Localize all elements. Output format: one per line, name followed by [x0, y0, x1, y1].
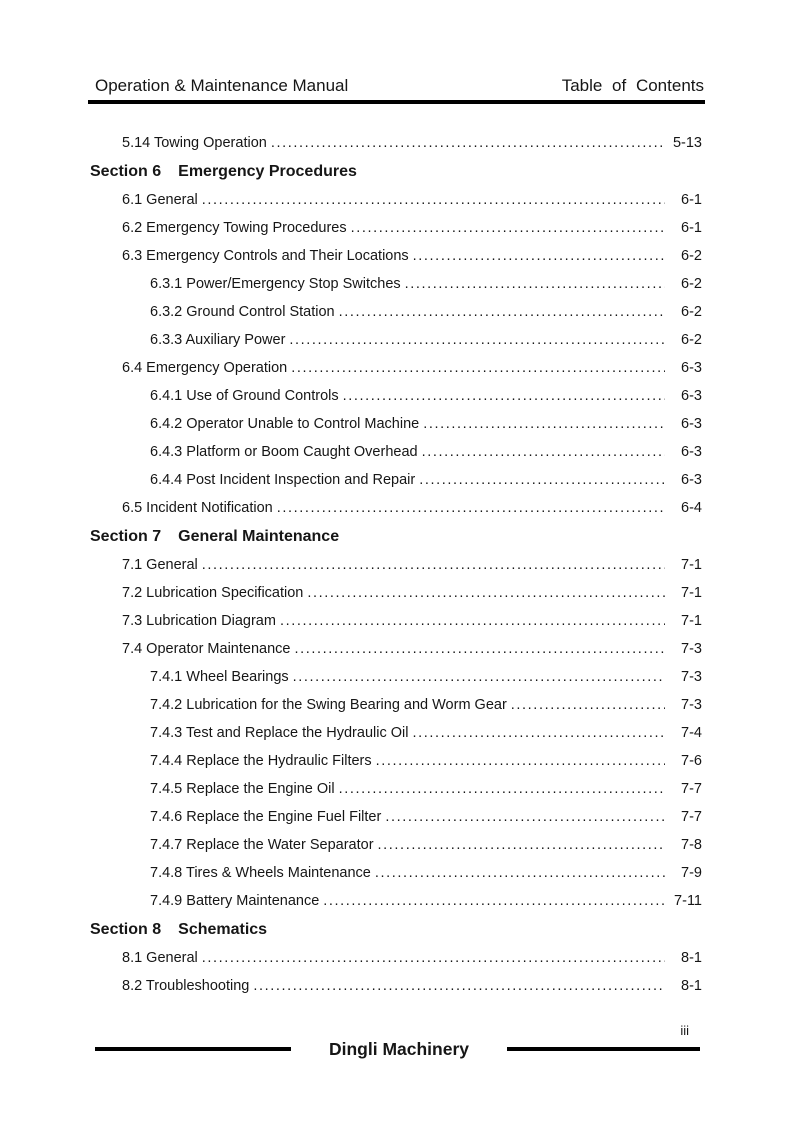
table-of-contents [90, 129, 702, 1000]
leader-dots [307, 579, 665, 607]
toc-entry-title: 6.4.3 Platform or Boom Caught Overhead [150, 444, 418, 460]
toc-entry [90, 775, 702, 803]
toc-entry-page-number: 7-8 [681, 837, 702, 853]
toc-entry-title: 6.1 General [122, 192, 198, 208]
toc-entry-page-number: 6-3 [681, 360, 702, 376]
toc-entry-page-number: 6-3 [681, 388, 702, 404]
toc-entry [90, 719, 702, 747]
toc-entry [90, 944, 702, 972]
toc-entry [90, 382, 702, 410]
toc-entry [90, 494, 702, 522]
toc-entry [90, 438, 702, 466]
section-number: Section 6 [90, 163, 162, 180]
toc-entry-title: 6.5 Incident Notification [122, 500, 273, 516]
toc-entry-page-number: 7-3 [681, 669, 702, 685]
leader-dots [293, 663, 665, 691]
toc-entry-title: 7.4.3 Test and Replace the Hydraulic Oil [150, 725, 409, 741]
toc-entry [90, 803, 702, 831]
toc-entry-page-number: 7-3 [681, 697, 702, 713]
leader-dots [385, 803, 665, 831]
toc-entry-title: 6.3 Emergency Controls and Their Locations [122, 248, 409, 264]
toc-entry [90, 551, 702, 579]
toc-entry-page-number: 7-9 [681, 865, 702, 881]
toc-entry-page-number: 6-2 [681, 304, 702, 320]
leader-dots [419, 466, 665, 494]
toc-entry-page-number: 7-4 [681, 725, 702, 741]
toc-entry-page-number: 5-13 [672, 135, 702, 151]
toc-entry [90, 354, 702, 382]
toc-entry-title: 6.3.2 Ground Control Station [150, 304, 335, 320]
leader-dots [412, 719, 665, 747]
toc-entry-title: 5.14 Towing Operation [122, 135, 267, 151]
footer-rule-left [95, 1047, 291, 1051]
toc-entry-page-number: 7-1 [681, 613, 702, 629]
toc-entry-title: 7.2 Lubrication Specification [122, 585, 304, 601]
leader-dots [422, 438, 665, 466]
toc-entry [90, 242, 702, 270]
toc-entry [90, 579, 702, 607]
leader-dots [294, 635, 665, 663]
toc-entry-title: 7.4.2 Lubrication for the Swing Bearing and Worm Gear [150, 697, 507, 713]
toc-section-heading [90, 915, 702, 944]
toc-entry-page-number: 6-4 [681, 500, 702, 516]
toc-entry [90, 859, 702, 887]
toc-entry-page-number: 6-3 [681, 472, 702, 488]
section-title: Schematics [178, 921, 268, 938]
toc-entry-title: 7.4.5 Replace the Engine Oil [150, 781, 335, 797]
toc-entry-title: 8.1 General [122, 950, 198, 966]
toc-entry-title: 7.4.1 Wheel Bearings [150, 669, 289, 685]
leader-dots [376, 747, 665, 775]
page-header-section-title: Table of Contents [561, 76, 704, 95]
leader-dots [413, 242, 665, 270]
toc-entry-title: 6.3.3 Auxiliary Power [150, 332, 286, 348]
leader-dots [277, 494, 665, 522]
toc-entry-title: 6.2 Emergency Towing Procedures [122, 220, 347, 236]
leader-dots [323, 887, 665, 915]
leader-dots [375, 859, 665, 887]
toc-entry-page-number: 7-1 [681, 557, 702, 573]
leader-dots [343, 382, 665, 410]
toc-entry-title: 7.4.9 Battery Maintenance [150, 893, 320, 909]
leader-dots [405, 270, 665, 298]
toc-entry-page-number: 7-6 [681, 753, 702, 769]
section-title: General Maintenance [178, 528, 340, 545]
toc-entry [90, 635, 702, 663]
toc-entry [90, 607, 702, 635]
toc-entry-title: 7.4.4 Replace the Hydraulic Filters [150, 753, 372, 769]
toc-entry-page-number: 7-3 [681, 641, 702, 657]
leader-dots [291, 354, 665, 382]
toc-entry [90, 129, 702, 157]
leader-dots [351, 214, 665, 242]
section-title: Emergency Procedures [178, 163, 357, 180]
toc-entry-title: 7.4.6 Replace the Engine Fuel Filter [150, 809, 382, 825]
toc-entry [90, 186, 702, 214]
toc-entry-title: 7.4.8 Tires & Wheels Maintenance [150, 865, 371, 881]
toc-entry [90, 410, 702, 438]
leader-dots [378, 831, 665, 859]
toc-entry [90, 214, 702, 242]
toc-section-heading [90, 522, 702, 551]
toc-entry-title: 6.4.4 Post Incident Inspection and Repair [150, 472, 416, 488]
leader-dots [511, 691, 665, 719]
toc-entry-page-number: 6-3 [681, 444, 702, 460]
toc-entry-title: 7.1 General [122, 557, 198, 573]
toc-entry-page-number: 6-2 [681, 332, 702, 348]
toc-entry [90, 270, 702, 298]
leader-dots [289, 326, 665, 354]
toc-entry [90, 972, 702, 1000]
toc-entry-page-number: 7-7 [681, 809, 702, 825]
section-number: Section 7 [90, 528, 162, 545]
toc-entry-title: 7.4 Operator Maintenance [122, 641, 291, 657]
toc-entry-title: 6.4.1 Use of Ground Controls [150, 388, 339, 404]
toc-entry-page-number: 8-1 [681, 978, 702, 994]
leader-dots [253, 972, 665, 1000]
company-name: Dingli Machinery [328, 1039, 470, 1059]
leader-dots [202, 944, 665, 972]
toc-entry-page-number: 7-11 [674, 893, 702, 909]
leader-dots [339, 775, 665, 803]
leader-dots [202, 551, 665, 579]
manual-title: Operation & Maintenance Manual [95, 76, 349, 95]
toc-entry [90, 691, 702, 719]
toc-entry-title: 7.3 Lubrication Diagram [122, 613, 276, 629]
leader-dots [271, 129, 665, 157]
toc-entry-title: 8.2 Troubleshooting [122, 978, 250, 994]
toc-entry-page-number: 6-1 [681, 192, 702, 208]
footer-rule-right [507, 1047, 700, 1051]
toc-entry [90, 831, 702, 859]
toc-entry [90, 298, 702, 326]
toc-entry-page-number: 6-1 [681, 220, 702, 236]
toc-entry-page-number: 8-1 [681, 950, 702, 966]
toc-entry-page-number: 7-1 [681, 585, 702, 601]
toc-entry [90, 887, 702, 915]
toc-entry [90, 747, 702, 775]
leader-dots [280, 607, 665, 635]
page-number: iii [680, 1023, 689, 1038]
toc-entry [90, 326, 702, 354]
toc-entry [90, 466, 702, 494]
leader-dots [339, 298, 665, 326]
toc-entry-title: 6.4.2 Operator Unable to Control Machine [150, 416, 420, 432]
toc-section-heading [90, 157, 702, 186]
toc-entry-page-number: 6-2 [681, 276, 702, 292]
toc-entry-page-number: 6-2 [681, 248, 702, 264]
section-number: Section 8 [90, 921, 162, 938]
toc-entry-page-number: 7-7 [681, 781, 702, 797]
toc-entry [90, 663, 702, 691]
toc-entry-title: 7.4.7 Replace the Water Separator [150, 837, 374, 853]
toc-entry-title: 6.3.1 Power/Emergency Stop Switches [150, 276, 401, 292]
toc-entry-title: 6.4 Emergency Operation [122, 360, 288, 376]
leader-dots [202, 186, 665, 214]
toc-entry-page-number: 6-3 [681, 416, 702, 432]
leader-dots [423, 410, 665, 438]
page-footer [95, 1038, 700, 1060]
page-header [88, 77, 705, 104]
